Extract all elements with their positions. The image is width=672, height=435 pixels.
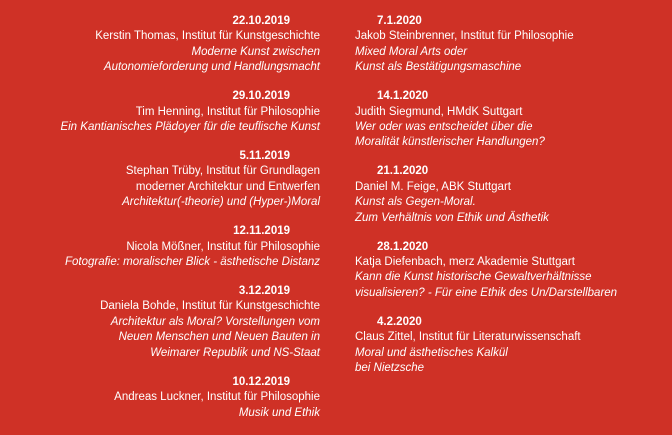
entry-speaker [0,164,320,195]
entry-title [0,120,320,135]
schedule-column-right [355,14,665,390]
entry-title [0,406,320,421]
entry-title-line: Mixed Moral Arts oder [355,45,468,58]
entry-title-line: Wer oder was entscheidet über die [355,121,533,134]
entry-date: 22.10.2019 [232,15,290,27]
entry-date: 5.11.2019 [239,150,290,163]
entry-title [0,45,320,76]
entry-date: 10.12.2019 [232,375,290,388]
entry-title-line: visualisieren? - Für eine Ethik des Un/Darstellbaren [355,286,618,299]
schedule-entry [0,224,320,270]
schedule-entry [355,89,665,151]
schedule-entry [355,14,665,76]
schedule-column-left [0,14,320,435]
entry-speaker: Claus Zittel, Institut für Literaturwissenschaft [355,331,581,344]
entry-title [0,315,320,361]
entry-title-line: Kann die Kunst historische Gewaltverhältnisse [355,271,592,284]
schedule-entry [355,164,665,226]
entry-date: 28.1.2020 [377,240,429,253]
entry-date: 12.11.2019 [233,225,290,238]
entry-speaker: Nicola Mößner, Institut für Philosophie [126,240,320,253]
entry-title-line: Moderne Kunst zwischen [191,45,320,58]
entry-speaker: Judith Siegmund, HMdK Suttgart [355,105,523,118]
entry-title-line: Kunst als Gegen-Moral. [355,196,476,209]
schedule-entry [0,89,320,135]
entry-title-line: Architektur(-theorie) und (Hyper-)Moral [122,196,320,209]
entry-title [355,270,665,301]
entry-title [355,195,665,226]
entry-speaker: Katja Diefenbach, merz Akademie Stuttgart [355,256,575,269]
entry-date: 29.10.2019 [232,90,290,103]
entry-date: 7.1.2020 [377,15,422,27]
entry-speaker-line: moderner Architektur und Entwerfen [135,180,320,193]
entry-speaker: Daniela Bohde, Institut für Kunstgeschichte [100,300,320,313]
entry-title-line: Neuen Menschen und Neuen Bauten in [118,331,320,344]
entry-title-line: Kunst als Bestätigungsmaschine [355,61,522,74]
entry-title-line: Fotografie: moralischer Blick - ästhetische Distanz [64,256,320,269]
schedule-entry [355,240,665,302]
entry-date: 14.1.2020 [377,90,429,103]
entry-speaker: Jakob Steinbrenner, Institut für Philosophie [355,30,574,43]
entry-speaker: Andreas Luckner, Institut für Philosophie [114,391,320,404]
entry-title-line: Moralität künstlerischer Handlungen? [355,136,545,149]
entry-title [355,45,665,76]
entry-date: 3.12.2019 [238,285,290,298]
schedule-entry [0,375,320,421]
entry-title-line: Musik und Ethik [238,406,320,419]
entry-title-line: Zum Verhältnis von Ethik und Ästhetik [355,211,549,224]
schedule-entry [0,284,320,361]
entry-title [355,120,665,151]
entry-title-line: Architektur als Moral? Vorstellungen vom [110,315,320,328]
entry-date: 4.2.2020 [377,315,422,328]
entry-date: 21.1.2020 [377,165,429,178]
entry-speaker: Daniel M. Feige, ABK Stuttgart [355,180,511,193]
entry-title [0,195,320,210]
entry-title-line: Ein Kantianisches Plädoyer für die teuflische Kunst [60,121,320,134]
entry-speaker: Tim Henning, Institut für Philosophie [135,105,320,118]
schedule-entry [355,315,665,377]
schedule-entry [0,14,320,76]
entry-speaker: Kerstin Thomas, Institut für Kunstgeschichte [95,30,320,43]
entry-speaker-line: Stephan Trüby, Institut für Grundlagen [125,165,320,178]
entry-title [0,255,320,270]
entry-title-line: Weimarer Republik und NS-Staat [150,346,320,359]
entry-title-line: bei Nietzsche [355,362,425,375]
entry-title-line: Autonomieforderung und Handlungsmacht [103,61,320,74]
schedule-entry [0,149,320,211]
entry-title [355,346,665,377]
entry-title-line: Moral und ästhetisches Kalkül [355,346,508,359]
